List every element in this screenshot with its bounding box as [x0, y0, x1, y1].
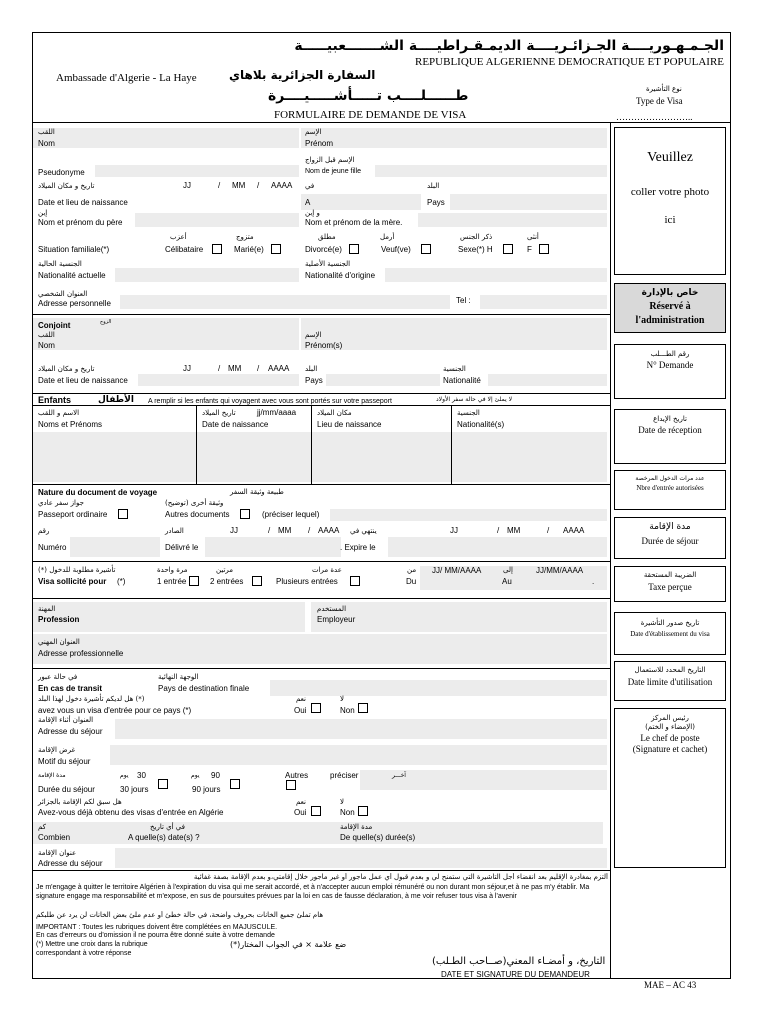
combien-field[interactable] — [33, 822, 603, 844]
oui-label-1: Oui — [294, 706, 307, 715]
demande-ar: رقم الطـــلب — [650, 350, 690, 358]
conjoint-heading: Conjoint — [38, 321, 71, 330]
dln2-label: Date et lieu de naissance — [38, 376, 128, 385]
adrpro-label: Adresse professionnelle — [38, 649, 124, 658]
col-lieu: Lieu de naissance — [317, 420, 382, 429]
jj-3: JJ — [230, 526, 238, 535]
visa-type-label: Type de Visa — [636, 96, 683, 106]
pays-label: Pays — [427, 198, 445, 207]
nationality-current-field[interactable] — [115, 268, 299, 282]
n30-label: 30 — [137, 771, 146, 780]
enfants-note: A remplir si les enfants qui voyagent avec vous sont portés sur votre passeport — [148, 398, 392, 405]
transit-label: En cas de transit — [38, 684, 103, 693]
njf-label: Nom de jeune fille — [305, 168, 362, 175]
croix-note: (*) Mettre une croix dans la rubrique — [36, 941, 148, 948]
fi-label: في — [305, 182, 315, 190]
issue-ar: تاريخ صدور التأشيرة — [640, 619, 700, 627]
unwan-iq-label: العنوان أثناء الإقامة — [38, 716, 94, 724]
npm-label: Nom et prénom de la mère. — [305, 218, 403, 227]
dhkr-label: ذكر الجنس — [460, 233, 493, 241]
conjoint-prenom-field[interactable] — [301, 318, 607, 350]
visa-issue-date-box[interactable] — [614, 612, 726, 655]
entries-box[interactable] — [614, 470, 726, 510]
birth-place-field[interactable] — [301, 194, 421, 210]
ila-label: إلى — [503, 566, 513, 574]
sexe-label: Sexe(*) H — [458, 245, 493, 254]
aaaa-4: AAAA — [563, 526, 585, 535]
ibn-label: إبن — [38, 209, 48, 217]
veuf-checkbox[interactable] — [421, 244, 431, 254]
nom2-label: Nom — [38, 341, 55, 350]
autres-doc-label: Autres documents — [165, 510, 230, 519]
npp-label: Nom et prénom du père — [38, 218, 123, 227]
adresse-sejour-field[interactable] — [115, 719, 607, 739]
sexe-f-checkbox[interactable] — [539, 244, 549, 254]
marie-checkbox[interactable] — [271, 244, 281, 254]
sep-conjoint — [33, 314, 610, 315]
visa-sol-star: (*) — [117, 577, 126, 586]
quelles-label: A quelle(s) date(s) ? — [128, 833, 200, 842]
mustakhdim-label: المستخدم — [317, 605, 347, 613]
mother-name-field[interactable] — [418, 213, 607, 227]
republic-title-fr: REPUBLIQUE ALGERIENNE DEMOCRATIQUE ET POPULAIRE — [414, 56, 724, 68]
adrpro-label-ar: العنوان المهني — [38, 638, 80, 646]
slash-1: / — [218, 181, 221, 190]
nat2-label: Nationalité — [443, 376, 481, 385]
nom-field[interactable] — [33, 128, 299, 148]
autres-checkbox[interactable] — [286, 780, 296, 790]
pass-ord-checkbox[interactable] — [118, 509, 128, 519]
issue-fr: Date d'établissement du visa — [630, 630, 710, 638]
enfants-note-ar: لا يملئ إلا في حالة سفر الأولاد — [436, 396, 512, 403]
j90-checkbox[interactable] — [230, 779, 240, 789]
mtlq-label: مطلق — [318, 233, 336, 241]
transit-non-checkbox[interactable] — [358, 703, 368, 713]
limit-fr: Date limite d'utilisation — [627, 677, 713, 687]
admin-l1: Réservé à — [649, 301, 691, 312]
reception-ar: تاريخ الإيداع — [653, 415, 687, 423]
e2-checkbox[interactable] — [252, 576, 262, 586]
slash-6: / — [308, 526, 311, 535]
admin-box — [614, 283, 726, 333]
bld-label: البلد — [427, 182, 440, 190]
wathiqa-label: وثيقة أخرى (توضيح) — [165, 499, 224, 507]
delivre-field[interactable] — [205, 537, 341, 557]
children-col-2 — [311, 405, 312, 485]
pseudonyme-field[interactable] — [95, 165, 299, 177]
pays2-label: Pays — [305, 376, 323, 385]
tax-ar: الضريبة المستحقة — [643, 571, 697, 579]
akhar-label: آخـــر — [392, 772, 406, 779]
entries-ar: عدد مرات الدخول المرخصة — [635, 475, 705, 482]
chief-ar2: (الإمضاء و الختم) — [645, 723, 695, 731]
conjoint-pays-field[interactable] — [326, 374, 440, 386]
tel-field[interactable] — [480, 295, 607, 309]
n90-label: 90 — [211, 771, 220, 780]
jjmm-from: JJ/ MM/AAAA — [432, 566, 482, 575]
e1-label: 1 entrée — [157, 577, 187, 586]
chief-fr: Le chef de poste — [640, 733, 700, 743]
dln-label: Date et lieu de naissance — [38, 198, 128, 207]
embassy-name-ar: السفارة الجزائرية بلاهاي — [229, 68, 376, 82]
prenom-field[interactable] — [301, 128, 607, 148]
note-ar: هام تملئ جميع الخانات بحروف واضحة، في حالة خطئ أو عدم ملئ بعض الخانات لن يرد عن طلبكم — [36, 911, 324, 919]
wijha-label: الوجهة النهائية — [158, 673, 199, 681]
jns-h-label: الجنسية الحالية — [38, 260, 82, 268]
engagement-ar: ألتزم بمغادرة الإقليم بعد انقضاء أجل التأشيرة التي ستمنح لي و بعدم قبول أي عمل مأجور أو غير مأجور خلال إقامتي،و بعدم الإقامة بصفة غفائية — [193, 873, 608, 881]
demande-fr: N° Demande — [646, 360, 694, 370]
arml-label: أرمل — [380, 233, 395, 241]
jj-2: JJ — [183, 364, 191, 373]
kam-label: كم — [38, 823, 46, 831]
col-tar-ar: تاريخ الميلاد — [202, 409, 236, 417]
stay-duration-box[interactable] — [614, 517, 726, 559]
slash-5: / — [268, 526, 271, 535]
tax-box[interactable] — [614, 566, 726, 602]
enfants-heading: Enfants — [38, 395, 72, 405]
father-name-field[interactable] — [135, 213, 299, 227]
adadmarat-label: عدة مرات — [312, 566, 342, 574]
visa-sol-label: Visa sollicité pour — [38, 577, 107, 586]
au-label: Au — [502, 577, 512, 586]
mm-4: MM — [507, 526, 521, 535]
delivre-label: Délivré le — [165, 543, 199, 552]
non-label-2: Non — [340, 808, 355, 817]
bld2-label: البلد — [305, 365, 318, 373]
natdoc-label: Nature du document de voyage — [38, 488, 158, 497]
signature-label: DATE ET SIGNATURE DU DEMANDEUR — [441, 970, 590, 979]
preciser2-label: préciser — [330, 771, 359, 780]
sep-engagement — [33, 870, 610, 871]
chief-fr2: (Signature et cachet) — [632, 744, 708, 754]
mudda-label: مدة الإقامة — [38, 772, 66, 779]
nat-or-label: Nationalité d'origine — [305, 271, 376, 280]
conjoint-nat-field[interactable] — [488, 374, 607, 386]
col-jjmm: jj/mm/aaaa — [257, 408, 297, 417]
entries-fr: Nbre d'entrée autorisées — [636, 484, 704, 492]
form-code: MAE – AC 43 — [644, 980, 697, 990]
yantahi-label: ينتهي في — [350, 527, 377, 535]
prenom-label-ar: الإسم — [305, 128, 322, 136]
numero-label: Numéro — [38, 543, 67, 552]
autres-label: Autres — [285, 771, 309, 780]
au-dot: . — [592, 577, 595, 586]
non-label-1: Non — [340, 706, 355, 715]
e1-checkbox[interactable] — [189, 576, 199, 586]
signature-label-ar: التاريخ، و أمضـاء المعني(صــاحب الطـلب) — [432, 956, 606, 967]
important-note: IMPORTANT : Toutes les rubriques doivent être complétées en MAJUSCULE. — [36, 924, 278, 931]
jjmm-to: JJ/MM/AAAA — [536, 566, 584, 575]
untha-label: أنثى — [527, 233, 539, 241]
conjoint-birth-field[interactable] — [138, 374, 299, 386]
sep-doc — [33, 484, 610, 485]
unwan3-label: عنوان الإقامة — [38, 849, 77, 857]
sep-enfants — [33, 393, 610, 394]
visa-type-dots[interactable]: …………………….. — [616, 112, 693, 122]
column-divider — [610, 122, 611, 978]
other-doc-field[interactable] — [330, 509, 607, 521]
photo-line3: ici — [664, 214, 676, 226]
profession-label: Profession — [38, 615, 80, 624]
pseudo-label: Pseudonyme — [38, 168, 85, 177]
destination-field[interactable] — [270, 680, 607, 696]
visa-label-ar: (*) تأشيرة مطلوبة للدخول — [38, 566, 116, 574]
adr-label-ar: العنوان الشخصي — [38, 290, 88, 298]
adr-label: Adresse personnelle — [38, 299, 111, 308]
jns-a-label: الجنسية الأصلية — [305, 260, 351, 268]
address-field[interactable] — [120, 295, 450, 309]
raqm-label: رقم — [38, 527, 50, 535]
deq-label: De quelle(s) durée(s) — [340, 833, 416, 842]
nom-label: Nom — [38, 139, 55, 148]
children-col-1 — [196, 405, 197, 485]
corr-note: correspondant à votre réponse — [36, 950, 132, 957]
preciser-label: (préciser lequel) — [262, 510, 320, 519]
tabiat-label: طبيعة وثيقة السفر — [230, 488, 284, 496]
republic-title-ar: الجـمـهـوريــــة الجـزائـريــــة الديمـقـراطيــــة الشـــــــعبيـــــة — [294, 38, 724, 54]
slash-7: / — [497, 526, 500, 535]
min-label: من — [407, 566, 417, 574]
divorce-label: Divorcé(e) — [305, 245, 342, 254]
duree-label: Durée du séjour — [38, 785, 95, 794]
wibn-label: و إبن — [305, 209, 320, 217]
deja-non-checkbox[interactable] — [358, 806, 368, 816]
ep-checkbox[interactable] — [350, 576, 360, 586]
sep-visa — [33, 561, 610, 562]
mm-2: MM — [228, 364, 242, 373]
form-title-ar: طــــــلــــب تـــــأشـــــيــــرة — [268, 88, 469, 104]
mm-3: MM — [278, 526, 292, 535]
photo-line1: Veuillez — [647, 150, 693, 165]
marratayn-label: مرتين — [216, 566, 234, 574]
expire-field[interactable] — [388, 537, 607, 557]
prenom2-label: Prénom(s) — [305, 341, 343, 350]
la-label-2: لا — [340, 798, 344, 806]
slash-4: / — [257, 364, 260, 373]
jns2-label: الجنسية — [443, 365, 466, 373]
a-label: A — [305, 198, 311, 207]
j90-label: 90 jours — [192, 785, 221, 794]
nationality-origin-field[interactable] — [385, 268, 607, 282]
nom-label-ar: اللقب — [38, 128, 55, 136]
marie-label: Marié(e) — [234, 245, 264, 254]
jj-4: JJ — [450, 526, 458, 535]
embassy-name-fr: Ambassade d'Algerie - La Haye — [56, 72, 197, 84]
motif-sejour-field[interactable] — [110, 745, 607, 765]
fiayy-label: في أي تاريخ — [150, 823, 185, 831]
zawj-label: الزوج — [100, 319, 112, 325]
employeur-field[interactable] — [311, 602, 607, 632]
col-ism-ar: الاسم و اللقب — [38, 409, 80, 417]
sep-transit — [33, 668, 610, 669]
prenom2-label-ar: الإسم — [305, 331, 322, 339]
adr-sej2-label: Adresse du séjour — [38, 859, 103, 868]
nom-jeune-fille-field[interactable] — [375, 165, 607, 177]
stay-ar: مدة الإقامة — [649, 522, 691, 532]
du-label: Du — [406, 577, 417, 586]
visa-type-label-ar: نوع التأشيرة — [646, 85, 682, 93]
celib-checkbox[interactable] — [212, 244, 222, 254]
naam-label-1: نعم — [296, 695, 306, 703]
hal2-label: هل سبق لكم الإقامة بالجزائر — [38, 798, 122, 806]
j30-checkbox[interactable] — [158, 779, 168, 789]
naam-label-2: نعم — [296, 798, 306, 806]
slash-8: / — [547, 526, 550, 535]
slash-3: / — [218, 364, 221, 373]
doc-number-field[interactable] — [70, 537, 160, 557]
motif-label: Motif du séjour — [38, 757, 91, 766]
form-title-fr: FORMULAIRE DE DEMANDE DE VISA — [274, 109, 467, 121]
admin-l2: l'administration — [635, 315, 705, 326]
birth-country-field[interactable] — [450, 194, 607, 210]
limit-date-box[interactable] — [614, 661, 726, 701]
reception-fr: Date de réception — [638, 425, 702, 435]
photo-box[interactable] — [614, 127, 726, 275]
jj-1: JJ — [183, 181, 191, 190]
conjoint-nom-field[interactable] — [33, 318, 299, 350]
dln2-label-ar: تاريخ و مكان الميلاد — [38, 365, 95, 373]
demande-number-box[interactable] — [614, 344, 726, 399]
admin-ar: خاص بالإدارة — [641, 288, 699, 298]
aaaa-1: AAAA — [271, 181, 293, 190]
autres-doc-checkbox[interactable] — [240, 509, 250, 519]
col-date: Date de naissance — [202, 420, 269, 429]
important-note-2: En cas d'erreurs ou d'omission il ne pourra être donné suite à votre demande — [36, 932, 275, 939]
divorce-checkbox[interactable] — [349, 244, 359, 254]
expire-label: . Expire le — [340, 543, 376, 552]
nat-act-label: Nationalité actuelle — [38, 271, 106, 280]
chief-ar: رئيس المركز — [651, 714, 689, 722]
tax-fr: Taxe perçue — [648, 582, 692, 592]
croix-note-ar: (*)ضع علامة × في الجواب المختار — [230, 940, 347, 949]
header-divider — [32, 122, 730, 123]
sitfam-label: Situation familiale(*) — [38, 245, 110, 254]
azab-label: أعزب — [170, 233, 187, 241]
deja-oui-checkbox[interactable] — [311, 806, 321, 816]
ubur-label: في حالة عبور — [38, 673, 78, 681]
njf-label-ar: الإسم قبل الزواج — [305, 156, 355, 164]
hal-label-ar: هل لديكم تأشيرة دخول لهذا البلد (*) — [38, 695, 145, 703]
nom2-label-ar: اللقب — [38, 331, 55, 339]
yawm-label-2: يوم — [191, 772, 200, 779]
pass-ord-label: Passeport ordinaire — [38, 510, 108, 519]
sexe-h-checkbox[interactable] — [503, 244, 513, 254]
children-table[interactable] — [33, 432, 607, 482]
col-nat: Nationalité(s) — [457, 420, 505, 429]
veuf-label: Veuf(ve) — [381, 245, 411, 254]
yawm-label-1: يوم — [120, 772, 129, 779]
gharad-label: غرض الإقامة — [38, 746, 76, 754]
col-nom: Noms et Prénoms — [38, 420, 103, 429]
tel-label: Tel : — [456, 296, 471, 305]
engagement-fr: Je m'engage à quitter le territoire Algérien à l'expiration du visa qui me serait accordé, et à n'accepter aucun emploi rémunéré ou non durant mon séjour,et à ne pas m'y établir. Ma signature engage ma responsabilité et m'expose, en sus de poursuites prévues par la loi en cas de fausse déclaration, à me voir refuser tous visa à l'avenir — [36, 884, 590, 900]
limit-ar: التاريخ المحدد للاستعمال — [634, 666, 706, 674]
la-label-1: لا — [340, 695, 344, 703]
reception-date-box[interactable] — [614, 409, 726, 464]
photo-line2: coller votre photo — [630, 186, 710, 198]
celib-label: Célibataire — [165, 245, 204, 254]
oui-label-2: Oui — [294, 808, 307, 817]
jawaz-label: جواز سفر عادي — [38, 499, 84, 507]
avez2-label: Avez-vous déjà obtenu des visas d'entrée en Algérie — [38, 808, 224, 817]
e2-label: 2 entrées — [210, 577, 244, 586]
stay-fr: Durée de séjour — [641, 536, 699, 546]
ep-label: Plusieurs entrées — [276, 577, 338, 586]
adresse-sejour2-field[interactable] — [115, 848, 607, 868]
mara-label: مرة واحدة — [157, 566, 188, 574]
employeur-label: Employeur — [317, 615, 356, 624]
j30-label: 30 jours — [120, 785, 149, 794]
slash-2: / — [257, 181, 260, 190]
chief-signature-box[interactable] — [614, 708, 726, 868]
prenom-label: Prénom — [305, 139, 334, 148]
sexe-f-label: F — [527, 245, 532, 254]
combien-label: Combien — [38, 833, 71, 842]
atfal-label: الأطفال — [98, 395, 134, 405]
mihna-label: المهنة — [38, 605, 56, 613]
dln-label-ar: تاريخ و مكان الميلاد — [38, 182, 95, 190]
adr-sej-label: Adresse du séjour — [38, 727, 103, 736]
children-col-3 — [451, 405, 452, 485]
aaaa-3: AAAA — [318, 526, 340, 535]
aaaa-2: AAAA — [268, 364, 290, 373]
col-mk-ar: مكان الميلاد — [317, 409, 352, 417]
avez-label: avez vous un visa d'entrée pour ce pays (*) — [38, 706, 192, 715]
muddat-label: مدة الإقامة — [340, 823, 373, 831]
mtz-label: متزوج — [236, 233, 254, 241]
mm-1: MM — [232, 181, 246, 190]
transit-oui-checkbox[interactable] — [311, 703, 321, 713]
sadir-label: الصادر — [165, 527, 184, 535]
col-jns-ar: الجنسية — [457, 409, 480, 417]
sep-prof — [33, 598, 610, 599]
dest-label: Pays de destination finale — [158, 684, 250, 693]
